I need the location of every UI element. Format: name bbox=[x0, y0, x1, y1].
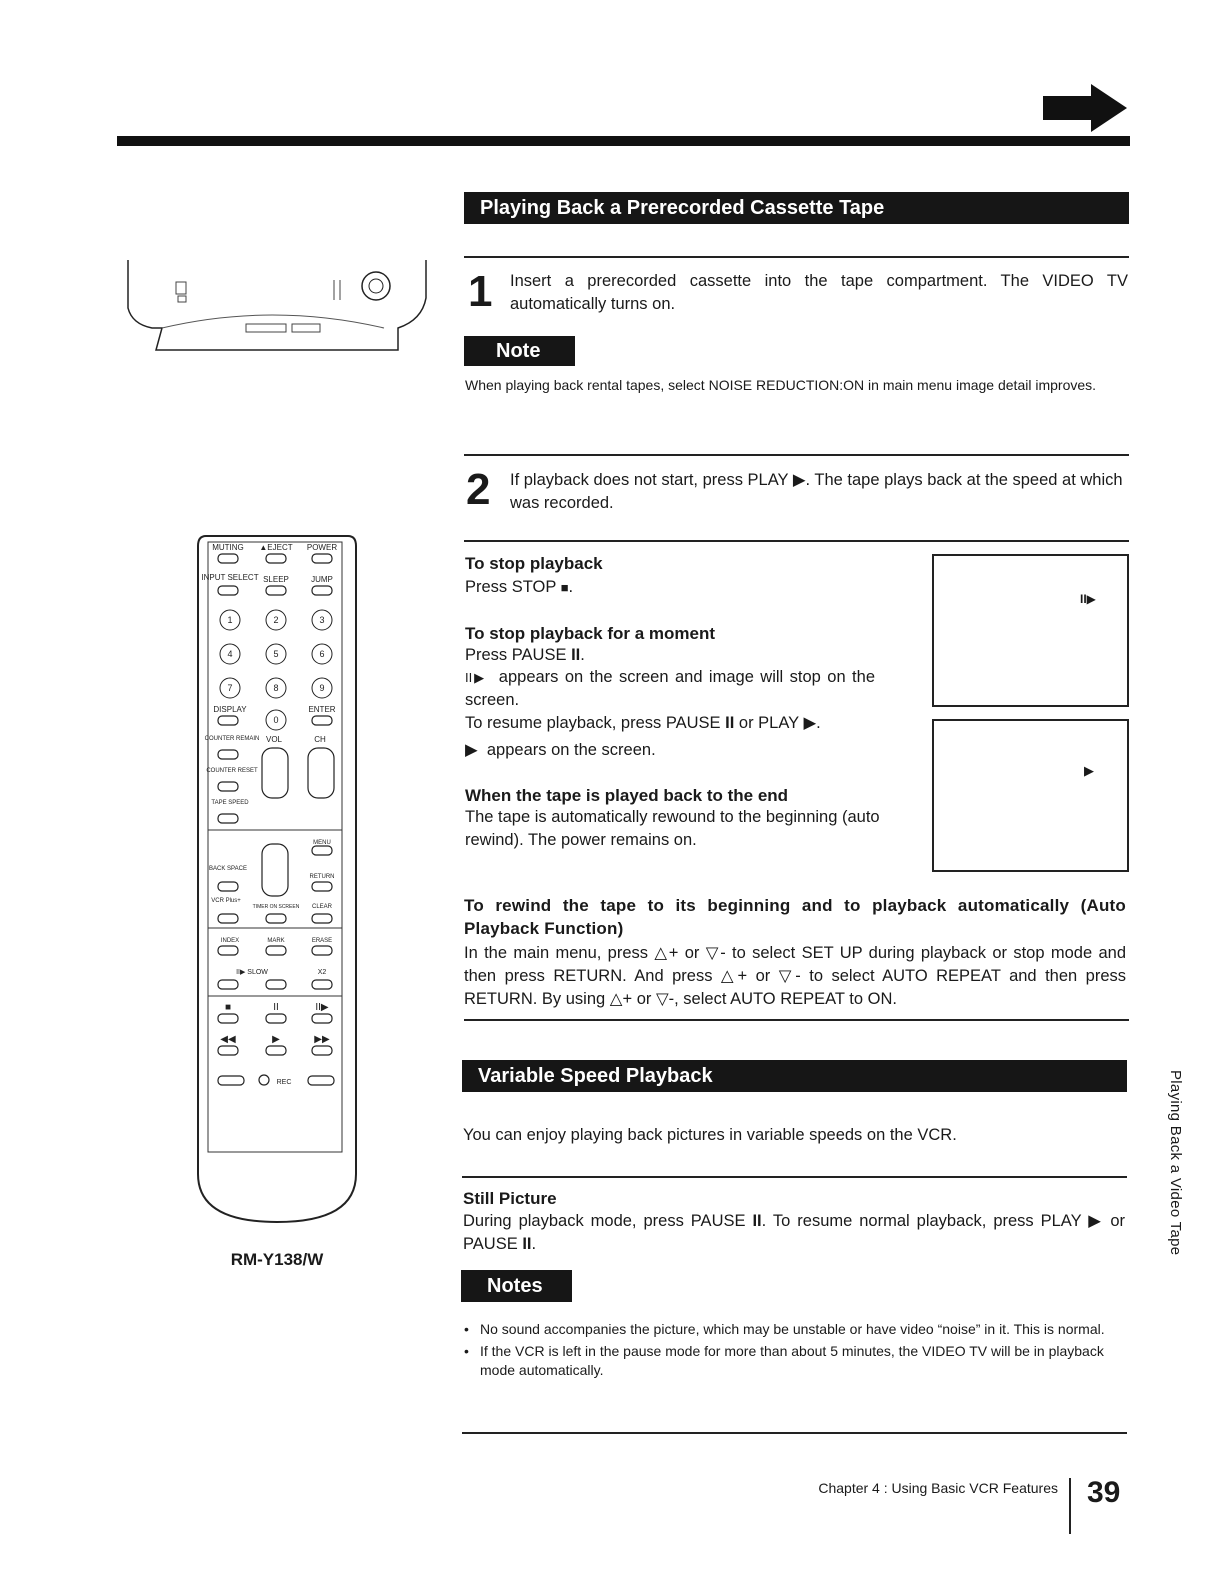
remote-digit-3: 3 bbox=[319, 615, 325, 625]
pause-text: Press PAUSE II. bbox=[465, 646, 585, 664]
remote-label-tape-speed: TAPE SPEED bbox=[211, 800, 249, 806]
note-item: • No sound accompanies the picture, which may be unstable or have video “noise” in it. This is normal. bbox=[462, 1320, 1124, 1339]
divider bbox=[464, 1019, 1129, 1021]
section-title-variable-speed: Variable Speed Playback bbox=[462, 1060, 1127, 1092]
play-symbol-icon: ▶ bbox=[465, 741, 478, 759]
step-2-text-b: . The tape plays back at the speed at which was recorded. bbox=[510, 471, 1123, 512]
stop-heading: To stop playback bbox=[465, 554, 603, 573]
remote-label-jump: JUMP bbox=[311, 575, 333, 584]
next-page-arrow-icon bbox=[1043, 84, 1127, 132]
step-2-number: 2 bbox=[466, 465, 491, 514]
step-2-text bbox=[510, 469, 1128, 515]
still-text-b: . To resume normal playback, press PLAY bbox=[761, 1212, 1082, 1230]
variable-speed-intro: You can enjoy playing back pictures in variable speeds on the VCR. bbox=[463, 1126, 957, 1144]
remote-digit-1: 1 bbox=[227, 615, 233, 625]
auto-playback-text: In the main menu, press △+ or ▽- to select SET UP during playback or stop mode and then press RETURN. And press △+ or ▽- to select AUTO REPEAT and then press RETURN. By using △+ or ▽-, select AUTO REPEAT to ON. bbox=[464, 944, 1126, 1008]
divider bbox=[462, 1176, 1127, 1178]
note-item: • If the VCR is left in the pause mode for more than about 5 minutes, the VIDEO TV will be in playback mode automatically. bbox=[462, 1342, 1124, 1380]
note-label: Note bbox=[464, 336, 575, 366]
still-picture-heading: Still Picture bbox=[463, 1189, 557, 1208]
remote-digit-0: 0 bbox=[273, 715, 279, 725]
play-symbol-icon: ▶ bbox=[1088, 1212, 1104, 1230]
remote-label-enter: ENTER bbox=[308, 705, 336, 714]
play-appears-label: appears on the screen. bbox=[486, 741, 656, 759]
remote-label-return: RETURN bbox=[309, 874, 335, 880]
step-2-text-a: If playback does not start, press PLAY bbox=[510, 471, 789, 489]
pause-heading: To stop playback for a moment bbox=[465, 624, 716, 643]
remote-label-vol: VOL bbox=[265, 735, 283, 744]
pause-play-symbol-icon: II▶ bbox=[465, 670, 486, 685]
remote-label-erase: ERASE bbox=[311, 938, 333, 944]
header-rule bbox=[117, 136, 1130, 146]
remote-label-slow: II▶ SLOW bbox=[236, 969, 268, 976]
remote-label-power: POWER bbox=[306, 543, 338, 552]
svg-text:◀◀: ◀◀ bbox=[220, 1034, 236, 1045]
pause-appears-text bbox=[465, 666, 875, 712]
pause-appears-label: appears on the screen and image will stop on the screen. bbox=[465, 668, 875, 709]
remote-label-input: INPUT SELECT bbox=[201, 573, 259, 582]
stop-text: Press STOP ■. bbox=[465, 578, 574, 596]
screen-paused-illustration bbox=[932, 554, 1129, 707]
pause-symbol-icon: II bbox=[725, 714, 735, 732]
pause-play-symbol-icon: II▶ bbox=[1080, 592, 1096, 606]
remote-digit-6: 6 bbox=[319, 649, 325, 659]
remote-label-mark: MARK bbox=[267, 938, 285, 944]
remote-label-vcr-plus: VCR Plus+ bbox=[211, 898, 241, 904]
divider bbox=[464, 454, 1129, 456]
remote-label-sleep: SLEEP bbox=[263, 575, 289, 584]
notes-label: Notes bbox=[461, 1270, 572, 1302]
remote-label-counter-reset: COUNTER RESET bbox=[206, 768, 258, 774]
svg-text:II▶: II▶ bbox=[315, 1002, 329, 1013]
svg-text:▶: ▶ bbox=[272, 1034, 280, 1045]
divider bbox=[464, 540, 1129, 542]
divider bbox=[462, 1432, 1127, 1434]
remote-label-ch: CH bbox=[314, 735, 326, 744]
remote-label-display: DISPLAY bbox=[213, 705, 247, 714]
remote-control-illustration bbox=[196, 534, 358, 1230]
step-1-text: Insert a prerecorded cassette into the tape compartment. The VIDEO TV automatically turns on. bbox=[510, 272, 1128, 313]
remote-digit-2: 2 bbox=[273, 615, 279, 625]
end-text: The tape is automatically rewound to the beginning (auto rewind). The power remains on. bbox=[465, 808, 880, 849]
divider bbox=[464, 256, 1129, 258]
end-heading: When the tape is played back to the end bbox=[465, 786, 789, 805]
tv-front-panel-illustration bbox=[122, 258, 432, 362]
side-chapter-label: Playing Back a Video Tape bbox=[1167, 1070, 1184, 1256]
resume-text-a: To resume playback, press PAUSE bbox=[465, 714, 721, 732]
still-picture-text: During playback mode, press PAUSE II. To resume normal playback, press PLAY ▶ or PAUSE II. bbox=[463, 1212, 1125, 1253]
remote-label-back-space: BACK SPACE bbox=[209, 866, 247, 872]
play-symbol-icon: ▶ bbox=[792, 471, 806, 489]
step-1-number: 1 bbox=[468, 267, 493, 316]
remote-label-clear: CLEAR bbox=[311, 904, 333, 910]
pause-text-label: Press PAUSE bbox=[465, 646, 567, 664]
remote-label-eject: ▲EJECT bbox=[259, 543, 293, 552]
stop-text-label: Press STOP bbox=[465, 578, 557, 596]
auto-playback-heading: To rewind the tape to its beginning and to playback automatically (Auto Playback Function) bbox=[464, 896, 1126, 938]
pause-symbol-icon: II bbox=[752, 1212, 762, 1230]
remote-label-counter-remain: COUNTER REMAIN bbox=[204, 736, 260, 742]
footer-divider bbox=[1069, 1478, 1071, 1534]
remote-digit-8: 8 bbox=[273, 683, 279, 693]
remote-digit-9: 9 bbox=[319, 683, 325, 693]
stop-symbol-icon: ■ bbox=[560, 580, 569, 595]
section-title-playing-back: Playing Back a Prerecorded Cassette Tape bbox=[464, 192, 1129, 224]
resume-text-or: or PLAY bbox=[738, 714, 799, 732]
remote-label-x2: X2 bbox=[317, 969, 327, 976]
svg-text:II: II bbox=[273, 1002, 279, 1013]
remote-label-timer: TIMER ON SCREEN bbox=[252, 904, 300, 910]
svg-text:■: ■ bbox=[224, 1002, 232, 1013]
still-text-c: or PAUSE bbox=[463, 1212, 1125, 1253]
pause-symbol-icon: II bbox=[522, 1235, 532, 1253]
remote-label-menu: MENU bbox=[313, 840, 331, 846]
notes-list bbox=[462, 1320, 1124, 1383]
note-text: When playing back rental tapes, select NOISE REDUCTION:ON in main menu image detail improves. bbox=[465, 377, 1097, 393]
footer-chapter: Chapter 4 : Using Basic VCR Features bbox=[818, 1480, 1058, 1496]
remote-label-rec: REC bbox=[276, 1079, 292, 1086]
remote-digit-4: 4 bbox=[227, 649, 233, 659]
play-appears-text bbox=[465, 739, 875, 762]
remote-label-muting: MUTING bbox=[212, 543, 244, 552]
svg-text:▶▶: ▶▶ bbox=[314, 1034, 330, 1045]
resume-text: To resume playback, press PAUSE II or PLAY ▶. bbox=[465, 714, 821, 732]
still-text-a: During playback mode, press PAUSE bbox=[463, 1212, 746, 1230]
remote-digit-7: 7 bbox=[227, 683, 233, 693]
play-symbol-icon: ▶ bbox=[803, 714, 817, 732]
screen-playing-illustration bbox=[932, 719, 1129, 872]
pause-symbol-icon: II bbox=[571, 646, 581, 664]
remote-model-label: RM-Y138/W bbox=[230, 1250, 324, 1269]
remote-digit-5: 5 bbox=[273, 649, 279, 659]
play-symbol-icon: ▶ bbox=[1084, 763, 1094, 778]
remote-label-index: INDEX bbox=[220, 938, 240, 944]
page-number: 39 bbox=[1087, 1476, 1121, 1509]
